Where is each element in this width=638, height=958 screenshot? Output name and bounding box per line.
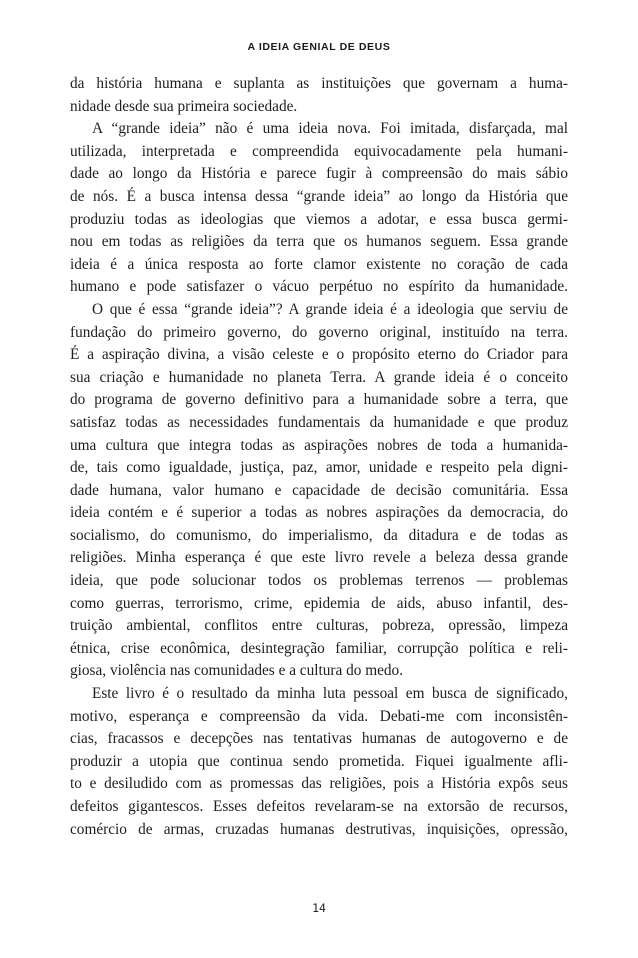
text-line: humano e pode satisfazer o vácuo perpétuo no espírito da humanidade. <box>70 278 568 296</box>
text-line: giosa, violência nas comunidades e a cultura do medo. <box>70 662 404 680</box>
text-line: do programa de governo definitivo para a humanidade sobre a terra, que <box>70 391 568 409</box>
text-line: comércio de armas, cruzadas humanas destrutivas, inquisições, opressão, <box>70 820 568 838</box>
text-line: produziu todas as ideologias que viemos a adotar, e essa busca germi- <box>70 210 568 228</box>
page-number: 14 <box>312 901 326 915</box>
text-line: produzir a utopia que continua sendo prometida. Fiquei igualmente afli- <box>70 752 568 770</box>
text-line: socialismo, do comunismo, do imperialismo, da ditadura e de todas as <box>70 526 568 544</box>
text-line: religiões. Minha esperança é que este livro revele a beleza dessa grande <box>70 549 568 567</box>
text-line: de, tais como igualdade, justiça, paz, amor, unidade e respeito pela digni- <box>70 459 568 477</box>
text-line: Este livro é o resultado da minha luta pessoal em busca de significado, <box>92 685 568 703</box>
text-line: nou em todas as religiões da terra que os humanos seguem. Essa grande <box>70 233 568 251</box>
text-line: nidade desde sua primeira sociedade. <box>70 97 298 115</box>
text-line: motivo, esperança e compreensão da vida. Debati-me com inconsistên- <box>70 707 568 725</box>
text-line: to e desiludido com as promessas das religiões, pois a História expôs seus <box>70 775 568 793</box>
text-line: étnica, crise econômica, desintegração familiar, corrupção política e reli- <box>70 639 568 657</box>
text-line: truição ambiental, conflitos entre culturas, pobreza, opressão, limpeza <box>70 617 568 635</box>
text-line: satisfaz todas as necessidades fundamentais da humanidade e que produz <box>70 413 568 431</box>
body-text <box>70 73 568 841</box>
text-line: fundação do primeiro governo, do governo original, instituído na terra. <box>70 323 568 341</box>
running-header: A IDEIA GENIAL DE DEUS <box>247 41 391 53</box>
text-line: da história humana e suplanta as instituições que governam a huma- <box>70 75 568 92</box>
text-line: sua criação e humanidade no planeta Terra. A grande ideia é o conceito <box>70 368 568 386</box>
text-line: defeitos gigantescos. Esses defeitos revelaram-se na extorsão de recursos, <box>70 798 568 815</box>
text-line: ideia contém e é superior a todas as nobres aspirações da democracia, do <box>70 504 568 522</box>
text-line: A “grande ideia” não é uma ideia nova. Foi imitada, disfarçada, mal <box>92 120 568 138</box>
text-line: utilizada, interpretada e compreendida equivocadamente pela humani- <box>70 142 568 160</box>
text-line: como guerras, terrorismo, crime, epidemia de aids, abuso infantil, des- <box>70 594 568 612</box>
text-line: dade humana, valor humano e capacidade de decisão comunitária. Essa <box>70 481 568 499</box>
text-line: cias, fracassos e decepções nas tentativas humanas de autogoverno e de <box>70 730 568 748</box>
text-line: uma cultura que integra todas as aspirações nobres de toda a humanida- <box>70 436 568 454</box>
text-line: O que é essa “grande ideia”? A grande ideia é a ideologia que serviu de <box>92 300 568 318</box>
text-line: ideia, que pode solucionar todos os problemas terrenos — problemas <box>70 572 568 590</box>
text-line: dade ao longo da História e parece fugir à compreensão do mais sábio <box>70 165 568 183</box>
text-line: É a aspiração divina, a visão celeste e o propósito eterno do Criador para <box>70 346 568 364</box>
text-line: de nós. É a busca intensa dessa “grande ideia” ao longo da História que <box>70 187 568 205</box>
text-line: ideia é a única resposta ao forte clamor existente no coração de cada <box>70 255 568 273</box>
